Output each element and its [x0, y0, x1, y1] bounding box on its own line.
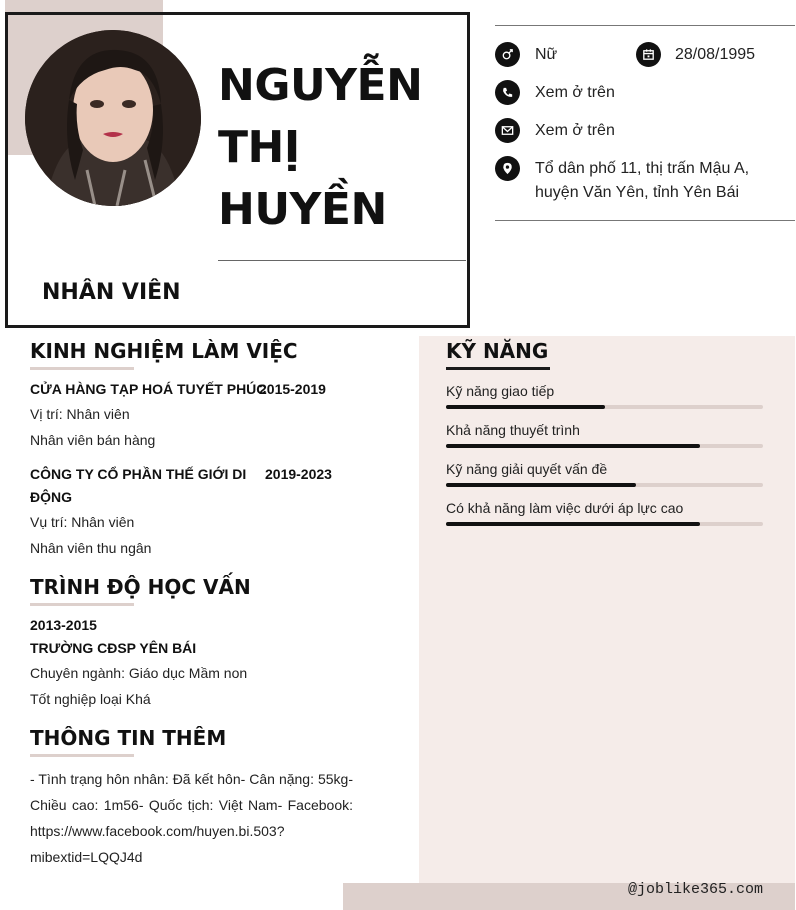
experience-title: KINH NGHIỆM LÀM VIỆC	[30, 339, 298, 363]
name-line: THỊ	[218, 122, 300, 173]
section-underline	[446, 367, 550, 370]
phone-icon	[495, 80, 520, 105]
skills-title: KỸ NĂNG	[446, 339, 549, 363]
skill-bar-fill	[446, 444, 700, 448]
skill-bar	[446, 483, 763, 487]
job-description: Nhân viên bán hàng	[30, 432, 156, 448]
birthday-value: 28/08/1995	[675, 46, 756, 63]
job-years: 2015-2019	[259, 381, 326, 397]
extra-info-text: - Tình trạng hôn nhân: Đã kết hôn- Cân nặng: 55kg- Chiều cao: 1m56- Quốc tịch: Việt Nam- Facebook: https://www.facebook.com/huyen.bi.503?mibextid=LQQJ4d	[30, 771, 353, 865]
name-line: HUYỀN	[218, 184, 387, 235]
gender-icon	[495, 42, 520, 67]
skill-bar	[446, 405, 763, 409]
section-underline	[30, 754, 134, 757]
address-line: huyện Văn Yên, tỉnh Yên Bái	[535, 184, 740, 201]
skill-label: Có khả năng làm việc dưới áp lực cao	[446, 500, 684, 516]
calendar-icon	[636, 42, 661, 67]
job-position: Vị trí: Nhân viên	[30, 406, 130, 422]
skills-panel-background	[419, 336, 795, 883]
contact-bottom-divider	[495, 220, 795, 221]
education-major: Chuyên ngành: Giáo dục Mầm non	[30, 665, 248, 681]
avatar-photo	[25, 30, 201, 206]
location-icon	[495, 156, 520, 181]
skill-label: Kỹ năng giải quyết vấn đề	[446, 461, 608, 477]
extra-info-title: THÔNG TIN THÊM	[30, 726, 227, 750]
watermark: @joblike365.com	[627, 881, 763, 898]
education-years: 2013-2015	[30, 617, 97, 633]
job-company: CỬA HÀNG TẠP HOÁ TUYẾT PHÚC	[30, 381, 267, 397]
skill-bar-fill	[446, 522, 700, 526]
candidate-name	[218, 55, 458, 241]
education-title: TRÌNH ĐỘ HỌC VẤN	[30, 575, 251, 599]
address-line: Tổ dân phố 11, thị trấn Mậu A,	[535, 160, 750, 177]
phone-value: Xem ở trên	[535, 84, 615, 101]
job-company: CÔNG TY CỔ PHẦN THẾ GIỚI DI	[30, 466, 247, 482]
avatar	[25, 30, 201, 206]
skill-label: Kỹ năng giao tiếp	[446, 383, 555, 399]
education-grade: Tốt nghiệp loại Khá	[30, 691, 151, 707]
skill-bar-fill	[446, 483, 636, 487]
skill-bar-fill	[446, 405, 605, 409]
name-line: NGUYỄN	[218, 60, 423, 111]
education-school: TRƯỜNG CĐSP YÊN BÁI	[30, 640, 197, 656]
section-underline	[30, 367, 134, 370]
section-underline	[30, 603, 134, 606]
contact-top-divider	[495, 25, 795, 26]
email-icon	[495, 118, 520, 143]
job-years: 2019-2023	[265, 466, 332, 482]
skill-bar	[446, 444, 763, 448]
skill-bar	[446, 522, 763, 526]
name-divider	[218, 260, 466, 261]
job-position: Vụ trí: Nhân viên	[30, 514, 135, 530]
email-value: Xem ở trên	[535, 122, 615, 139]
job-description: Nhân viên thu ngân	[30, 540, 152, 556]
skill-label: Khả năng thuyết trình	[446, 422, 580, 438]
job-title: NHÂN VIÊN	[42, 280, 181, 305]
gender-value: Nữ	[535, 46, 558, 63]
job-company: ĐỘNG	[30, 489, 72, 505]
